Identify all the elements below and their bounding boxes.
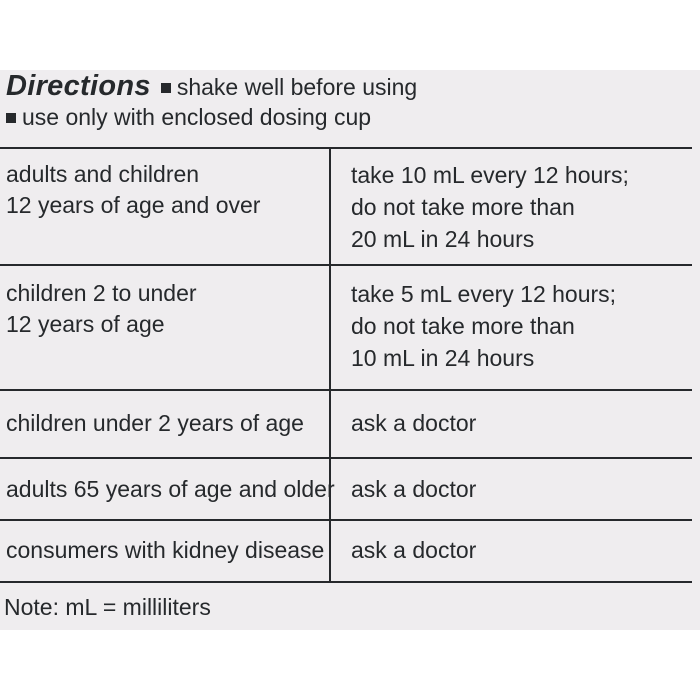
directions-heading-row <box>6 70 417 103</box>
instruction-shake-well: shake well before using <box>176 74 418 100</box>
table-rule <box>0 147 692 149</box>
table-cell-age-group: adults and children 12 years of age and over <box>6 161 261 218</box>
instruction-row-2 <box>6 104 371 131</box>
table-cell-age-group: children 2 to under 12 years of age <box>6 280 197 337</box>
table-rule <box>0 389 692 391</box>
directions-title: Directions <box>6 70 151 102</box>
table-rule <box>0 457 692 459</box>
square-bullet-icon <box>6 113 16 123</box>
table-cell-age-group: consumers with kidney disease <box>6 537 325 563</box>
table-column-divider <box>329 148 331 582</box>
table-cell-dosage: take 5 mL every 12 hours; do not take more than 10 mL in 24 hours <box>351 281 617 371</box>
table-rule <box>0 519 692 521</box>
table-cell-age-group: adults 65 years of age and older <box>6 476 335 502</box>
table-cell-age-group: children under 2 years of age <box>6 410 304 436</box>
table-rule <box>0 581 692 583</box>
units-note: Note: mL = milliliters <box>4 594 211 620</box>
table-cell-dosage: ask a doctor <box>351 537 477 563</box>
instruction-dosing-cup: use only with enclosed dosing cup <box>22 104 372 130</box>
table-rule <box>0 264 692 266</box>
table-cell-dosage: ask a doctor <box>351 410 477 436</box>
square-bullet-icon <box>161 83 171 93</box>
table-cell-dosage: take 10 mL every 12 hours; do not take more than 20 mL in 24 hours <box>351 162 629 252</box>
table-cell-dosage: ask a doctor <box>351 476 477 502</box>
